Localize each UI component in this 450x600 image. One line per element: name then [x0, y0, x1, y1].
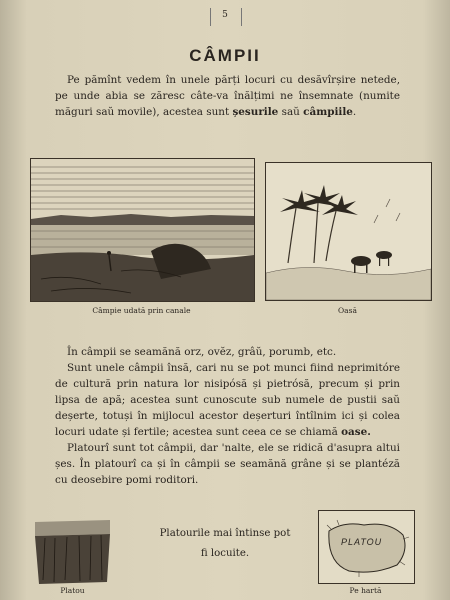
figure-plateau	[35, 514, 110, 586]
chapter-title: CÂMPII	[189, 46, 261, 65]
intro-paragraph	[55, 72, 400, 120]
side-text-line-1: Platourile mai întinse pot	[159, 528, 291, 539]
paragraph-crops: În câmpii se seamănă orz, ovĕz, grâŭ, porumb, etc.	[67, 346, 337, 358]
intro-bold-term-1: șesurile	[232, 106, 279, 118]
oasis-term: oase.	[341, 426, 371, 438]
plateau-map-illustration	[319, 511, 414, 583]
figure-oasis	[265, 162, 432, 301]
intro-bold-term-2: câmpiile	[303, 106, 353, 118]
body-text	[55, 344, 400, 488]
caption-map: Pe hartă	[349, 586, 382, 595]
paragraph-plateaus: Platourî sunt tot câmpii, dar 'nalte, ele se ridică d'asupra altui șes. În platourî ca și în câmpii se seamănă grâne și se plantéză cu deosebire pomi roditori.	[55, 442, 400, 486]
oasis-illustration	[266, 163, 431, 300]
map-label: PLATOU	[341, 537, 383, 547]
page-number: 5	[222, 10, 228, 20]
intro-conj: saŭ	[278, 106, 304, 118]
figure-irrigated-plain	[30, 158, 255, 302]
deserts-text: Sunt unele câmpii însă, cari nu se pot munci fiind neprimitóre de cultură prin natura lor nisipósă și pietrósă, precum și prin lipsa de apă; acestea sunt cunoscute sub numele de pustii saŭ deșerte, totuși în mijlocul acestor deșerturi întîlnim ici și colea locuri udate și fertile; acestea sunt ceea ce se chiamă	[55, 362, 400, 438]
intro-text: Pe pămînt vedem în unele părți locuri cu desăvîrșire netede, pe unde abia se zăresc câte-va înălțimi ne însemnate (numite măguri saŭ movile), acestea sunt	[55, 74, 400, 118]
plateau-side-text	[150, 524, 300, 564]
plateau-illustration	[35, 514, 110, 586]
caption-irrigated-plain: Câmpie udată prin canale	[92, 306, 191, 315]
figure-plateau-map	[318, 510, 415, 584]
side-text-line-2: fi locuite.	[200, 548, 250, 559]
intro-end: .	[352, 106, 357, 118]
paragraph-deserts	[55, 360, 400, 440]
irrigated-plain-illustration	[31, 159, 254, 301]
caption-oasis: Oasă	[338, 306, 357, 315]
caption-plateau: Platou	[60, 586, 85, 595]
